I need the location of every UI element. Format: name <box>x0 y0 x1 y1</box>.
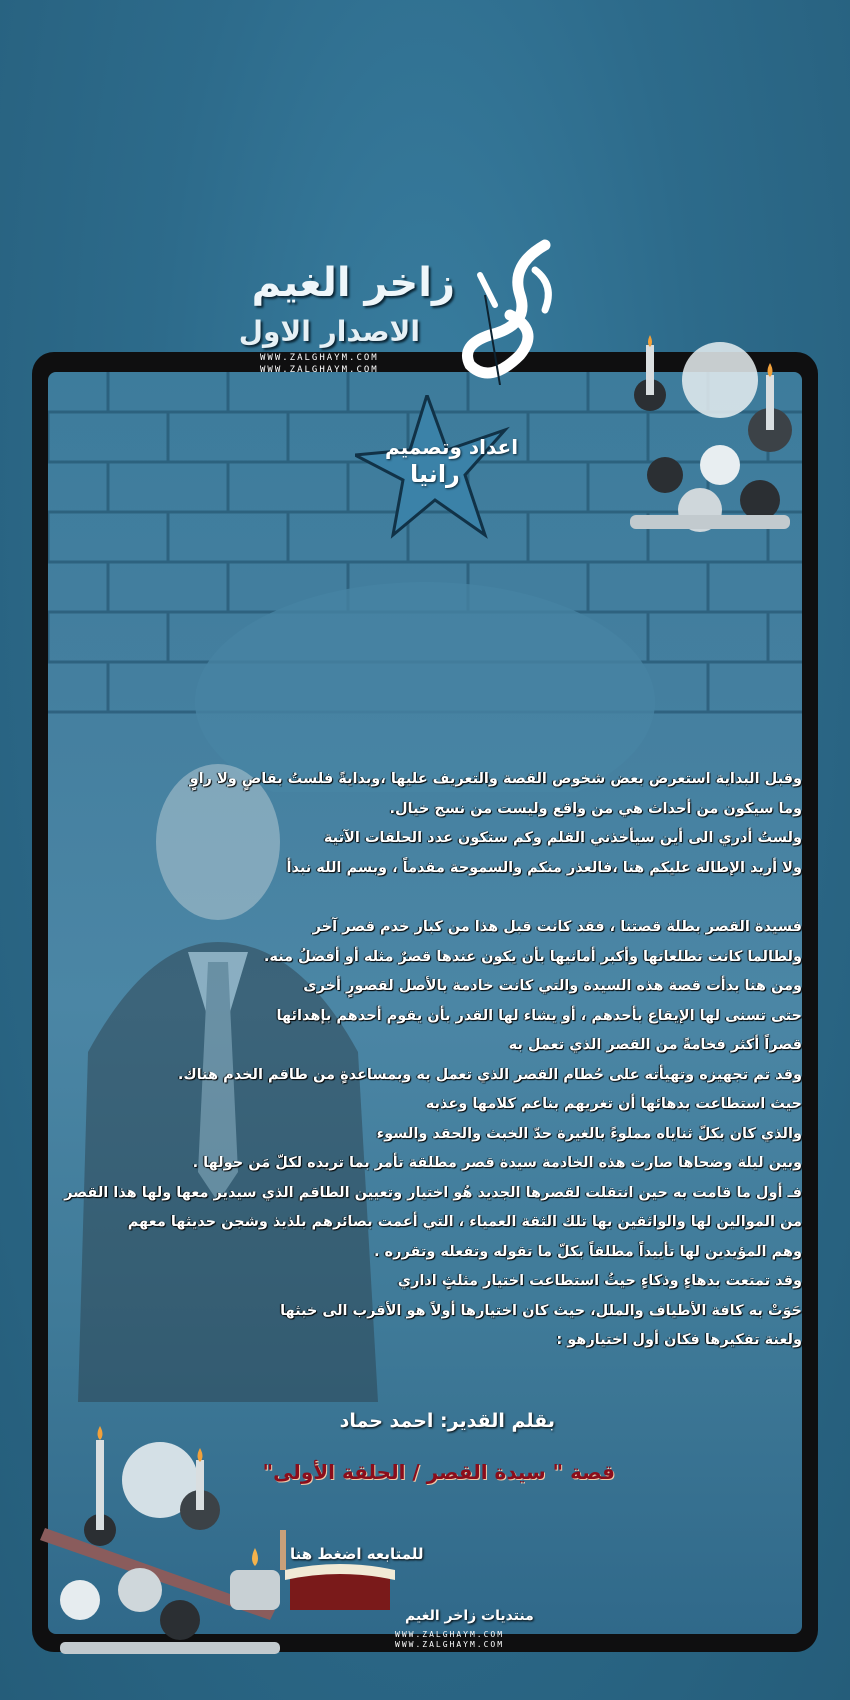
story-line: وقد تم تجهيزه وتهيأته على حُطام القصر الذي تعمل به وبمساعدةٍ من طاقم الخدم هناك. <box>177 1066 802 1083</box>
story-line: ولطالما كانت تطلعاتها وأكبر أمانيها بأن يكون عندها قصرٌ مثله أو أفضلُ منه. <box>263 948 802 965</box>
story-line: وبين ليلة وضحاها صارت هذه الخادمة سيدة قصر مطلقة تأمر بما تريده لكلّ مَن حولها . <box>192 1155 802 1171</box>
star-badge <box>355 395 545 545</box>
magazine-title: زاخر الغيم <box>251 260 455 306</box>
story-line: حيث استطاعت بدهائها أن تغريهم بناعم كلامها وعذبه <box>425 1096 802 1112</box>
story-line: والذي كان بكلّ ثناياه مملوءً بالغيرة حدّ الخبث والحقد والسوء <box>376 1125 802 1142</box>
design-credit-label: اعداد وتصميم <box>385 435 519 459</box>
story-line: فـ أول ما قامت به حين انتقلت لقصرها الجديد هُو اختيار وتعيين الطاقم الذي سيدير معها ولها هذا القصر <box>64 1184 802 1201</box>
story-line: وقد تمتعت بدهاءٍ وذكاءٍ حيثُ استطاعت اختيار مثلثٍ اداري <box>397 1273 802 1289</box>
story-line: قصراً أكثر فخامةً من القصر الذي تعمل به <box>508 1037 802 1053</box>
story-line: وهم المؤيدين لها تأييداً مطلقاً بكلّ ما تقوله وتفعله وتقرره . <box>374 1243 802 1260</box>
story-line: وما سيكون من أحداث هي من واقع وليست من نسج خيال. <box>389 800 802 817</box>
story-line: ولستُ أدري الى أين سيأخذني القلم وكم ستكون عدد الحلقات الآتية <box>323 830 802 846</box>
story-line: ولعنة تفكيرها فكان أول اختيارهو : <box>556 1332 802 1348</box>
author-credit: بقلم القدير: احمد حماد <box>339 1410 555 1432</box>
logo-domain-line: WWW.ZALGHAYM.COM <box>260 365 379 375</box>
footer-domain-line: WWW.ZALGHAYM.COM <box>395 1630 505 1639</box>
story-line: حَوَتْ به كافة الأطياف والملل، حيث كان اختيارها أولاً هو الأقرب الى خبثها <box>280 1302 802 1319</box>
calligraphy-icon <box>450 235 560 385</box>
logo-domain-line: WWW.ZALGHAYM.COM <box>260 353 379 363</box>
story-line: ومن هنا بدأت قصة هذه السيدة والتي كانت خادمة بالأصل لقصورٍ أخرى <box>303 978 802 994</box>
paragraph-gap <box>42 883 802 913</box>
story-line: حتى تسنى لها الإيقاع بأحدهم ، أو يشاء لها القدر بأن يقوم أحدهم بإهدائها <box>276 1007 802 1024</box>
forum-name: منتديات زاخر الغيم <box>405 1608 534 1624</box>
story-line: فسيدة القصر بطلة قصتنا ، فقد كانت قبل هذا من كبار خدم قصر آخر <box>312 919 802 935</box>
story-line: من الموالين لها والواثقين بها تلك الثقة العمياء ، التي أعمت بصائرهم بلذيذ وشجن حديثها معهم <box>127 1214 802 1230</box>
designer-name: رانيا <box>410 460 460 488</box>
magazine-issue: الاصدار الاول <box>238 315 420 348</box>
episode-title: قصة " سيدة القصر / الحلقة الأولى" <box>262 1460 615 1484</box>
story-text <box>42 765 802 1356</box>
follow-link[interactable]: للمتابعه اضغط هنا <box>290 1545 424 1563</box>
book-icon <box>270 1530 400 1620</box>
story-line: وقبل البداية استعرض بعض شخوص القصة والتعريف عليها ،وبدايةً فلستُ بقاصٍ ولا راوٍ <box>189 771 802 787</box>
story-line: ولا أريد الإطالة عليكم هنا ،فالعذر منكم والسموحة مقدماً ، وبسم الله نبدأ <box>286 859 802 876</box>
candles-decoration-icon <box>610 335 800 545</box>
footer-domain-line: WWW.ZALGHAYM.COM <box>395 1640 505 1649</box>
magazine-logo <box>238 235 570 385</box>
